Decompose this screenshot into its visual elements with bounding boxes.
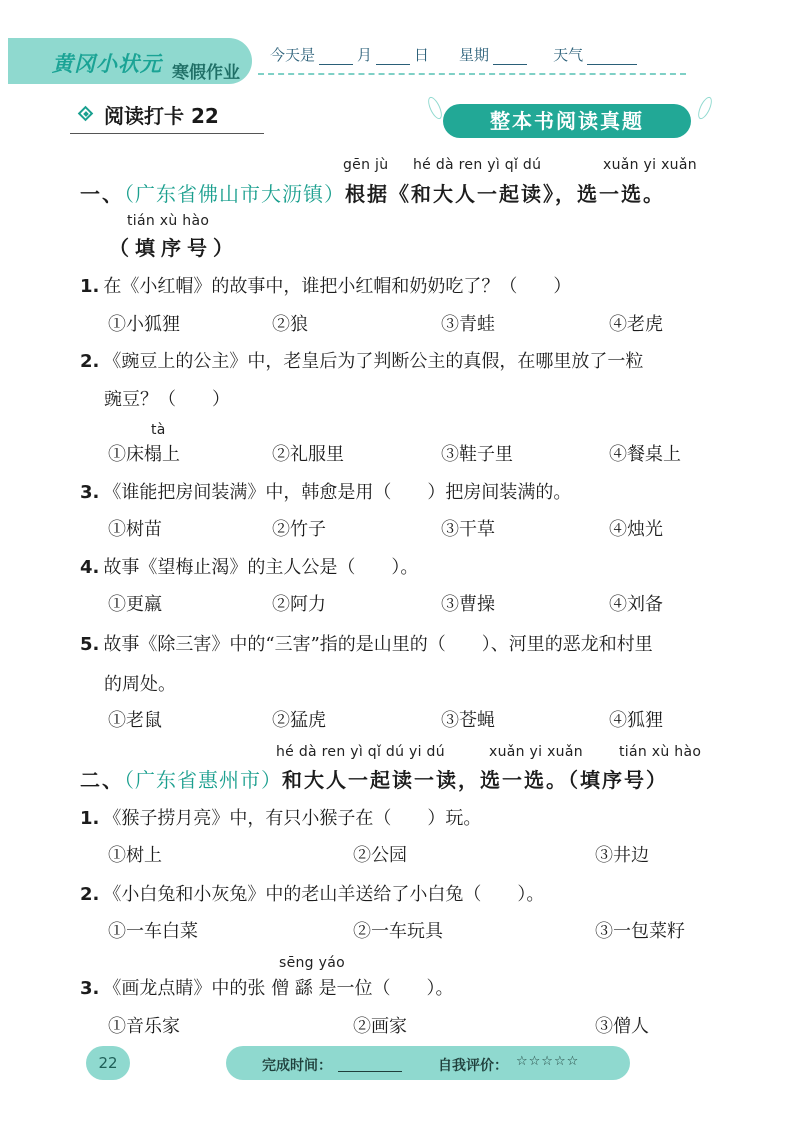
q1-option-2[interactable]: ②狼 [272,314,308,335]
q4-option-3[interactable]: ③曹操 [441,594,495,615]
page-number: 22 [86,1046,130,1080]
question-1: 1. 在《小红帽》的故事中，谁把小红帽和奶奶吃了？（ ） [80,276,572,297]
part2-question-1: 1. 《猴子捞月亮》中，有只小猴子在（ ）玩。 [80,808,482,829]
weekday-label: 星期 [459,46,490,64]
star-rating[interactable]: ☆☆☆☆☆ [516,1054,580,1069]
part1-region: （广东省佛山市大沥镇） [124,182,345,206]
p2q3-option-1[interactable]: ①音乐家 [108,1016,180,1037]
p2q2-option-3[interactable]: ③一包菜籽 [595,921,685,942]
q5-option-1[interactable]: ①老鼠 [108,710,162,731]
q5-option-4[interactable]: ④狐狸 [609,710,663,731]
month-blank[interactable] [319,50,353,65]
part2-question-2: 2. 《小白兔和小灰兔》中的老山羊送给了小白兔（ ）。 [80,884,545,905]
leaf-right-icon [695,95,714,121]
weather-blank[interactable] [587,50,637,65]
p2q2-option-1[interactable]: ①一车白菜 [108,921,198,942]
day-label: 日 [414,46,430,64]
part1-prefix: 一、 [80,182,124,206]
brand-subtitle: 寒假作业 [172,63,240,83]
question-5: 5. 故事《除三害》中的“三害”指的是山里的（ ）、河里的恶龙和村里 [80,634,653,655]
q3-option-3[interactable]: ③干草 [441,519,495,540]
part1-instruction2: （填序号） [109,236,239,260]
day-blank[interactable] [376,50,410,65]
pinyin-xuanyixuan-2: xuǎn yi xuǎn [489,744,583,760]
part2-heading [80,764,668,793]
part2-question-3: 3. 《画龙点睛》中的张 僧 繇 是一位（ ）。 [80,978,454,999]
header-divider [258,73,686,75]
part1-heading [80,178,665,207]
question-2: 2. 《豌豆上的公主》中，老皇后为了判断公主的真假，在哪里放了一粒 [80,351,644,372]
question-2-line2: 豌豆？（ ） [104,389,230,410]
pinyin-ta: tà [151,422,166,438]
part2-instruction: 和大人一起读一读，选一选。（填序号） [282,768,668,792]
question-4: 4. 故事《望梅止渴》的主人公是（ ）。 [80,557,419,578]
weekday-blank[interactable] [493,50,527,65]
q4-option-1[interactable]: ①更羸 [108,594,162,615]
q2-option-1[interactable]: ①床榻上 [108,444,180,465]
pinyin-genju: gēn jù [343,157,389,173]
p2q1-option-2[interactable]: ②公园 [353,845,407,866]
evaluation-label: 自我评价： [438,1058,508,1074]
q4-option-4[interactable]: ④刘备 [609,594,663,615]
pinyin-hedaren: hé dà ren yì qǐ dú [413,157,542,173]
q2-option-3[interactable]: ③鞋子里 [441,444,513,465]
completion-blank[interactable] [338,1071,402,1072]
date-weather-fields [270,44,641,65]
q5-option-3[interactable]: ③苍蝇 [441,710,495,731]
q1-option-3[interactable]: ③青蛙 [441,314,495,335]
footer-bar [226,1046,630,1080]
weather-label: 天气 [553,46,584,64]
part2-region: （广东省惠州市） [124,768,282,792]
question-5-line2: 的周处。 [104,674,176,695]
part1-instruction: 根据《和大人一起读》，选一选。 [345,182,665,206]
pinyin-hedaren-2: hé dà ren yì qǐ dú yi dú [276,744,445,760]
pinyin-xuanyixuan: xuǎn yi xuǎn [603,157,697,173]
part2-prefix: 二、 [80,768,124,792]
q1-option-1[interactable]: ①小狐狸 [108,314,180,335]
q3-option-2[interactable]: ②竹子 [272,519,326,540]
p2q3-option-2[interactable]: ②画家 [353,1016,407,1037]
checkin-title: 阅读打卡 22 [104,104,219,128]
q5-option-2[interactable]: ②猛虎 [272,710,326,731]
q3-option-1[interactable]: ①树苗 [108,519,162,540]
leaf-left-icon [425,95,444,121]
today-label: 今天是 [270,46,316,64]
q2-option-4[interactable]: ④餐桌上 [609,444,681,465]
pinyin-sengyao: sēng yáo [279,955,345,971]
month-label: 月 [357,46,373,64]
section-badge: 整本书阅读真题 [443,104,691,138]
brand-logo: 黄冈小状元 [52,52,162,76]
q4-option-2[interactable]: ②阿力 [272,594,326,615]
pinyin-tianxuhao: tián xù hào [127,213,210,229]
p2q2-option-2[interactable]: ②一车玩具 [353,921,443,942]
p2q3-option-3[interactable]: ③僧人 [595,1016,649,1037]
p2q1-option-3[interactable]: ③井边 [595,845,649,866]
p2q1-option-1[interactable]: ①树上 [108,845,162,866]
q2-option-2[interactable]: ②礼服里 [272,444,344,465]
checkin-underline [70,133,264,134]
pinyin-tianxuhao-2: tián xù hào [619,744,702,760]
completion-label: 完成时间： [262,1058,332,1074]
question-3: 3. 《谁能把房间装满》中，韩愈是用（ ）把房间装满的。 [80,482,572,503]
q3-option-4[interactable]: ④烛光 [609,519,663,540]
q1-option-4[interactable]: ④老虎 [609,314,663,335]
